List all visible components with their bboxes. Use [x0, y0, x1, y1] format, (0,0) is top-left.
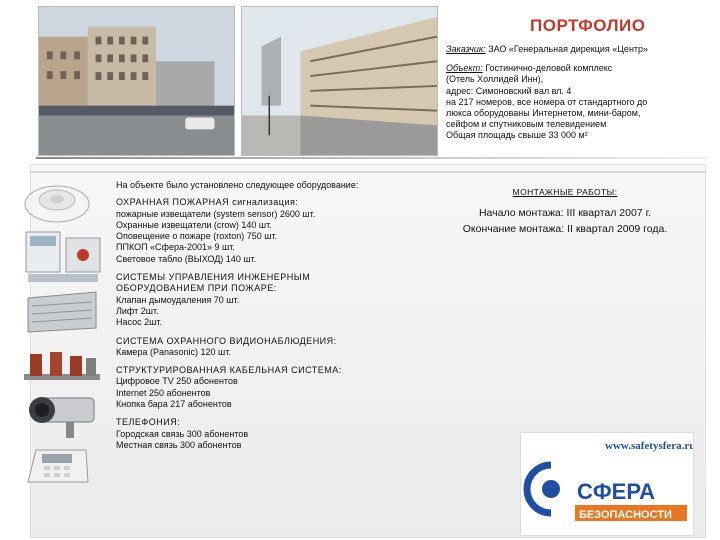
sfera-logo-mark	[521, 433, 693, 535]
list-item: Световое табло (ВЫХОД) 140 шт.	[116, 253, 257, 264]
object-detail-line: на 217 номеров, все номера от стандартного до	[446, 96, 648, 107]
smoke-valve-icon	[22, 288, 102, 336]
section-heading: СИСТЕМЫ УПРАВЛЕНИЯ ИНЖЕНЕРНЫМ	[116, 272, 311, 283]
section-telephony	[116, 417, 416, 451]
object-detail-line: люкса оборудованы Интернетом, мини-баром,	[446, 108, 641, 119]
section-heading: СИСТЕМА ОХРАННОГО ВИДИОНАБЛЮДЕНИЯ:	[116, 335, 337, 346]
installation-works	[430, 187, 700, 237]
equipment-intro: На объекте было установлено следующее оборудование:	[116, 180, 359, 190]
logo-brand: СФЕРА	[577, 479, 655, 504]
list-item: Насос 2шт.	[116, 317, 162, 328]
object-line	[446, 63, 714, 74]
list-item: Городская связь 300 абонентов	[116, 428, 249, 439]
section-fire-alarm	[116, 197, 416, 265]
section-heading: ОХРАННАЯ ПОЖАРНАЯ сигнализация:	[116, 197, 299, 208]
smoke-detector-icon	[22, 178, 92, 226]
company-logo	[520, 432, 694, 536]
list-item: Местная связь 300 абонентов	[116, 439, 242, 450]
object-value: Гостинично-деловой комплекс	[482, 63, 613, 74]
section-cabling	[116, 365, 416, 410]
object-detail-line: Общая площадь свыше 33 000 м²	[446, 130, 588, 141]
list-item: Охранные извещатели (crow) 140 шт.	[116, 219, 272, 230]
section-heading: ТЕЛЕФОНИЯ:	[116, 417, 181, 428]
customer-label: Заказчик:	[446, 44, 486, 54]
equipment-thumbnails	[22, 176, 112, 496]
project-info	[446, 44, 714, 142]
fire-control-panel-icon	[22, 228, 107, 284]
desk-phone-icon	[22, 442, 92, 490]
customer-line	[446, 44, 714, 55]
works-heading: МОНТАЖНЫЕ РАБОТЫ:	[512, 187, 618, 197]
list-item: Цифровое TV 250 абонентов	[116, 376, 238, 387]
building-photos	[38, 6, 438, 156]
works-start: Начало монтажа: III квартал 2007 г.	[478, 207, 652, 219]
section-engineering-control	[116, 272, 416, 328]
list-item: Клапан дымоудаления 70 шт.	[116, 294, 240, 305]
section-video-surveillance	[116, 336, 416, 359]
section-heading-cont: ОБОРУДОВАНИЕМ ПРИ ПОЖАРЕ:	[116, 283, 277, 294]
equipment-list	[116, 180, 416, 458]
section-heading: СТРУКТУРИРОВАННАЯ КАБЕЛЬНАЯ СИСТЕМА:	[116, 365, 342, 376]
works-end: Окончание монтажа: II квартал 2009 года.	[462, 223, 668, 235]
list-item: Internet 250 абонентов	[116, 387, 211, 398]
page-title: ПОРТФОЛИО	[530, 16, 646, 35]
list-item: Лифт 2шт.	[116, 305, 159, 316]
building-photo-1	[38, 6, 235, 156]
list-item: пожарные извещатели (system sensor) 2600 шт.	[116, 208, 316, 219]
logo-tagline: БЕЗОПАСНОСТИ	[579, 509, 672, 521]
cctv-camera-icon	[22, 388, 102, 444]
customer-value: ЗАО «Генеральная дирекция «Центр»	[485, 44, 649, 54]
list-item: ППКОП «Сфера-2001» 9 шт.	[116, 242, 235, 253]
building-photo-2	[241, 6, 438, 156]
divider	[36, 157, 708, 159]
object-detail-line: (Отель Холлидей Инн),	[446, 74, 544, 85]
list-item: Камера (Panasonic) 120 шт.	[116, 346, 231, 357]
object-detail-line: сейфом и спутниковым телевидением	[446, 119, 607, 130]
object-label: Объект:	[446, 63, 483, 74]
logo-url: www.safetysfera.ru	[605, 440, 693, 452]
list-item: Кнопка бара 217 абонентов	[116, 399, 232, 410]
object-detail-line: адрес: Симоновский вал вл. 4	[446, 85, 572, 96]
fire-pump-icon	[22, 346, 102, 384]
list-item: Оповещение о пожаре (roxton) 750 шт.	[116, 231, 278, 242]
panel-top-line	[31, 171, 705, 173]
